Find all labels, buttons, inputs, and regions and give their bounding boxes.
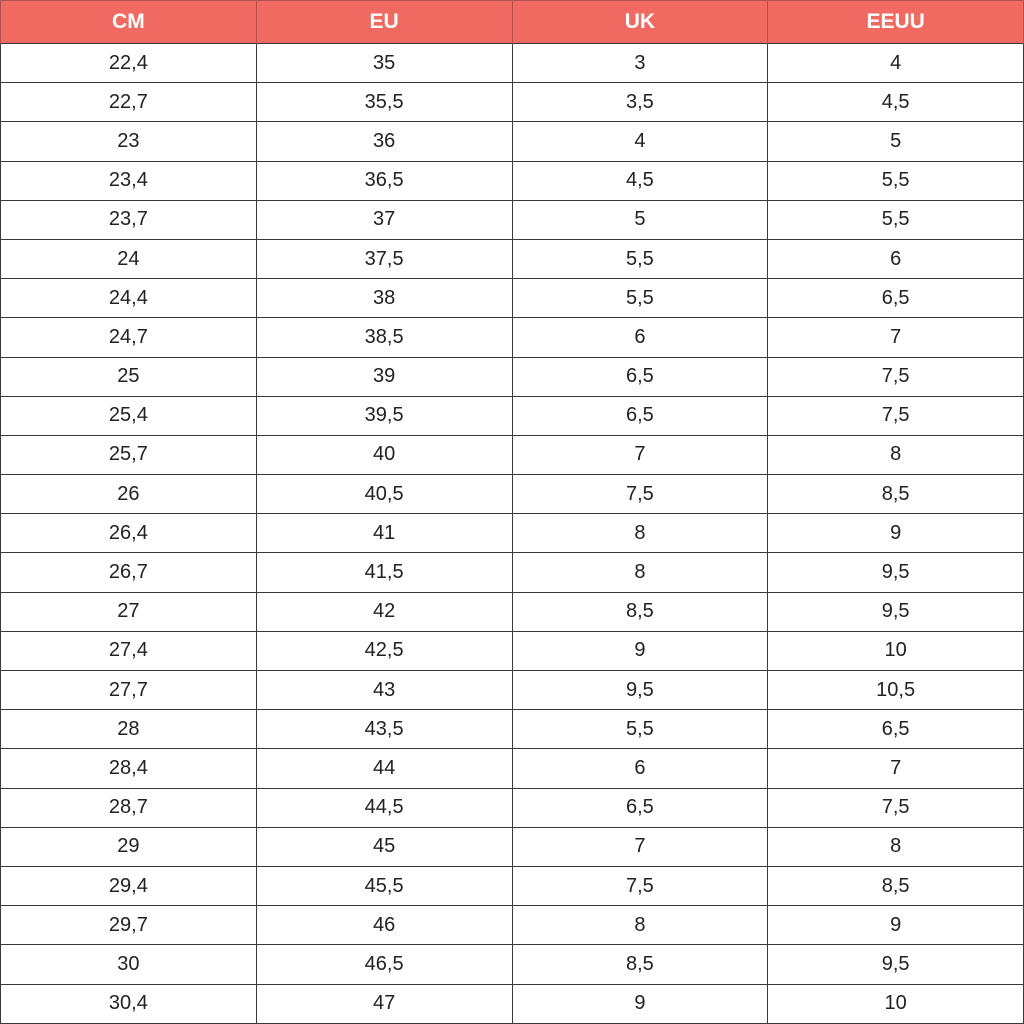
table-row <box>1 396 1024 435</box>
table-row <box>1 239 1024 278</box>
cell-cm: 26 <box>1 475 257 514</box>
cell-eu: 38 <box>256 279 512 318</box>
cell-uk: 6 <box>512 318 768 357</box>
cell-uk: 7,5 <box>512 866 768 905</box>
cell-cm: 28,7 <box>1 788 257 827</box>
cell-cm: 22,7 <box>1 83 257 122</box>
cell-eu: 35,5 <box>256 83 512 122</box>
cell-cm: 28 <box>1 710 257 749</box>
cell-uk: 5,5 <box>512 239 768 278</box>
cell-uk: 8,5 <box>512 945 768 984</box>
cell-cm: 23,4 <box>1 161 257 200</box>
table-row <box>1 945 1024 984</box>
table-row <box>1 44 1024 83</box>
table-row <box>1 514 1024 553</box>
cell-eeuu: 7 <box>768 749 1024 788</box>
cell-eeuu: 8 <box>768 827 1024 866</box>
cell-uk: 5,5 <box>512 279 768 318</box>
cell-cm: 24 <box>1 239 257 278</box>
table-row <box>1 827 1024 866</box>
cell-eu: 37 <box>256 200 512 239</box>
table-row <box>1 357 1024 396</box>
cell-eu: 42 <box>256 592 512 631</box>
cell-eu: 46,5 <box>256 945 512 984</box>
cell-cm: 25,4 <box>1 396 257 435</box>
cell-eu: 39,5 <box>256 396 512 435</box>
header-eeuu: EEUU <box>768 1 1024 44</box>
cell-eu: 41,5 <box>256 553 512 592</box>
cell-uk: 8 <box>512 514 768 553</box>
cell-cm: 25,7 <box>1 435 257 474</box>
header-eu: EU <box>256 1 512 44</box>
table-row <box>1 906 1024 945</box>
cell-eeuu: 9 <box>768 906 1024 945</box>
cell-cm: 27 <box>1 592 257 631</box>
cell-eeuu: 10 <box>768 631 1024 670</box>
cell-eeuu: 4,5 <box>768 83 1024 122</box>
cell-eeuu: 10 <box>768 984 1024 1023</box>
table-row <box>1 122 1024 161</box>
cell-eeuu: 5,5 <box>768 161 1024 200</box>
cell-uk: 4,5 <box>512 161 768 200</box>
cell-cm: 29 <box>1 827 257 866</box>
cell-uk: 6,5 <box>512 357 768 396</box>
cell-eu: 40 <box>256 435 512 474</box>
header-uk: UK <box>512 1 768 44</box>
table-row <box>1 279 1024 318</box>
cell-cm: 26,4 <box>1 514 257 553</box>
table-row <box>1 749 1024 788</box>
cell-cm: 25 <box>1 357 257 396</box>
cell-uk: 9 <box>512 984 768 1023</box>
cell-uk: 6 <box>512 749 768 788</box>
cell-cm: 27,4 <box>1 631 257 670</box>
header-cm: CM <box>1 1 257 44</box>
table-row <box>1 592 1024 631</box>
cell-eu: 47 <box>256 984 512 1023</box>
cell-eeuu: 8,5 <box>768 475 1024 514</box>
cell-eeuu: 5 <box>768 122 1024 161</box>
cell-uk: 6,5 <box>512 788 768 827</box>
cell-eu: 43,5 <box>256 710 512 749</box>
cell-eu: 45 <box>256 827 512 866</box>
cell-uk: 9,5 <box>512 671 768 710</box>
cell-eu: 44 <box>256 749 512 788</box>
cell-cm: 22,4 <box>1 44 257 83</box>
cell-eu: 36 <box>256 122 512 161</box>
cell-uk: 8 <box>512 906 768 945</box>
cell-cm: 27,7 <box>1 671 257 710</box>
table-header <box>1 1 1024 44</box>
cell-cm: 24,7 <box>1 318 257 357</box>
cell-uk: 5 <box>512 200 768 239</box>
cell-eu: 43 <box>256 671 512 710</box>
cell-eeuu: 9,5 <box>768 945 1024 984</box>
cell-eeuu: 6,5 <box>768 710 1024 749</box>
cell-eeuu: 10,5 <box>768 671 1024 710</box>
cell-cm: 24,4 <box>1 279 257 318</box>
cell-uk: 7 <box>512 435 768 474</box>
cell-eeuu: 7 <box>768 318 1024 357</box>
cell-eeuu: 9,5 <box>768 553 1024 592</box>
cell-eu: 37,5 <box>256 239 512 278</box>
table-row <box>1 631 1024 670</box>
table-row <box>1 83 1024 122</box>
cell-uk: 9 <box>512 631 768 670</box>
cell-eeuu: 9,5 <box>768 592 1024 631</box>
cell-eu: 45,5 <box>256 866 512 905</box>
cell-cm: 29,7 <box>1 906 257 945</box>
cell-eeuu: 6,5 <box>768 279 1024 318</box>
cell-uk: 8 <box>512 553 768 592</box>
table-row <box>1 475 1024 514</box>
cell-uk: 7,5 <box>512 475 768 514</box>
cell-eeuu: 8,5 <box>768 866 1024 905</box>
cell-eeuu: 9 <box>768 514 1024 553</box>
cell-eeuu: 8 <box>768 435 1024 474</box>
table-row <box>1 200 1024 239</box>
table-row <box>1 710 1024 749</box>
cell-cm: 28,4 <box>1 749 257 788</box>
cell-eeuu: 4 <box>768 44 1024 83</box>
table-row <box>1 161 1024 200</box>
cell-eu: 40,5 <box>256 475 512 514</box>
table-row <box>1 984 1024 1023</box>
cell-eeuu: 7,5 <box>768 396 1024 435</box>
cell-eeuu: 7,5 <box>768 788 1024 827</box>
cell-eu: 38,5 <box>256 318 512 357</box>
cell-eeuu: 6 <box>768 239 1024 278</box>
cell-cm: 30 <box>1 945 257 984</box>
cell-eu: 41 <box>256 514 512 553</box>
cell-cm: 29,4 <box>1 866 257 905</box>
cell-uk: 8,5 <box>512 592 768 631</box>
table-row <box>1 318 1024 357</box>
cell-eu: 46 <box>256 906 512 945</box>
cell-uk: 6,5 <box>512 396 768 435</box>
cell-cm: 23,7 <box>1 200 257 239</box>
header-row <box>1 1 1024 44</box>
table-row <box>1 788 1024 827</box>
cell-eu: 42,5 <box>256 631 512 670</box>
cell-uk: 3,5 <box>512 83 768 122</box>
cell-cm: 23 <box>1 122 257 161</box>
cell-uk: 4 <box>512 122 768 161</box>
cell-uk: 7 <box>512 827 768 866</box>
cell-eeuu: 7,5 <box>768 357 1024 396</box>
cell-uk: 5,5 <box>512 710 768 749</box>
table-body <box>1 44 1024 1024</box>
cell-cm: 26,7 <box>1 553 257 592</box>
cell-eu: 44,5 <box>256 788 512 827</box>
table-row <box>1 866 1024 905</box>
cell-eu: 35 <box>256 44 512 83</box>
cell-cm: 30,4 <box>1 984 257 1023</box>
table-row <box>1 435 1024 474</box>
cell-uk: 3 <box>512 44 768 83</box>
cell-eu: 39 <box>256 357 512 396</box>
table-row <box>1 671 1024 710</box>
table-row <box>1 553 1024 592</box>
cell-eu: 36,5 <box>256 161 512 200</box>
cell-eeuu: 5,5 <box>768 200 1024 239</box>
